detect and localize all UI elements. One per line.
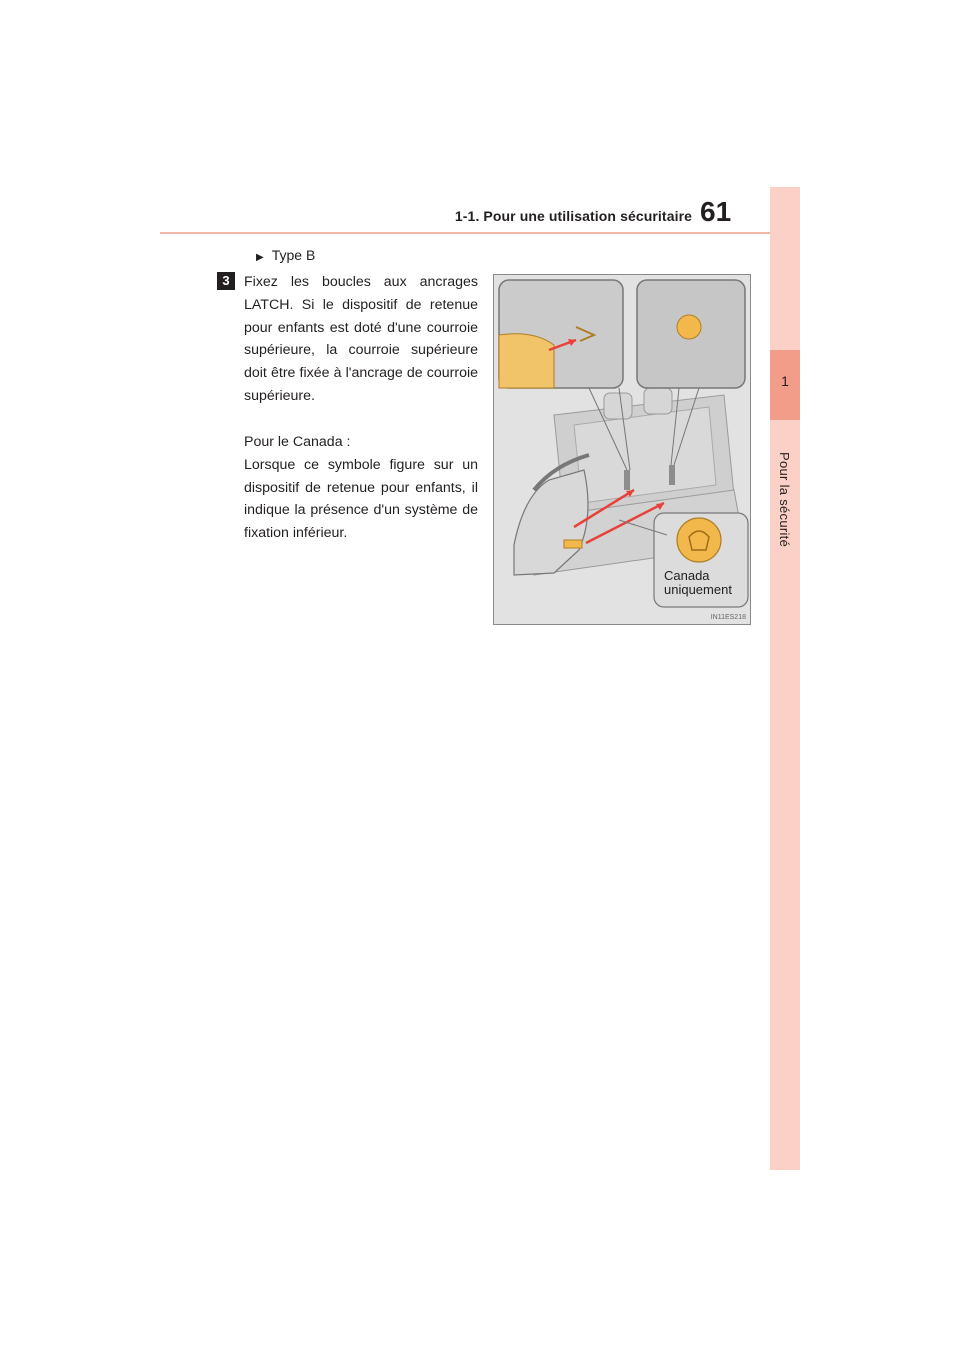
canada-body: Lorsque ce symbole figure sur un dispositif de retenue pour enfants, il indique la présence d'un système de fixation inférieur. bbox=[244, 456, 478, 542]
callout-line-2: uniquement bbox=[664, 582, 732, 597]
canada-callout bbox=[664, 569, 732, 597]
chapter-number: 1 bbox=[781, 373, 789, 389]
section-title: 1-1. Pour une utilisation sécuritaire bbox=[454, 208, 692, 224]
canada-paragraph bbox=[244, 431, 478, 545]
step-number-badge: 3 bbox=[217, 272, 235, 290]
chapter-sidebar bbox=[770, 187, 800, 1170]
type-label: Type B bbox=[271, 247, 316, 263]
canada-heading: Pour le Canada : bbox=[244, 434, 351, 450]
figure-code: IN11ES218 bbox=[710, 614, 746, 621]
header-rule bbox=[160, 232, 770, 234]
latch-anchor-illustration bbox=[493, 274, 751, 625]
chapter-label: Pour la sécurité bbox=[777, 452, 792, 548]
type-heading bbox=[256, 247, 315, 263]
page-number: 61 bbox=[700, 196, 732, 227]
instruction-paragraph: Fixez les boucles aux ancrages LATCH. Si le dispositif de retenue pour enfants est doté d'une courroie supérieure, la courroie supérieure doit être fixée à l'ancrage de courroie supérieure. bbox=[244, 274, 478, 404]
triangle-bullet-icon: ▶ bbox=[256, 252, 264, 263]
callout-line-1: Canada bbox=[664, 568, 710, 583]
